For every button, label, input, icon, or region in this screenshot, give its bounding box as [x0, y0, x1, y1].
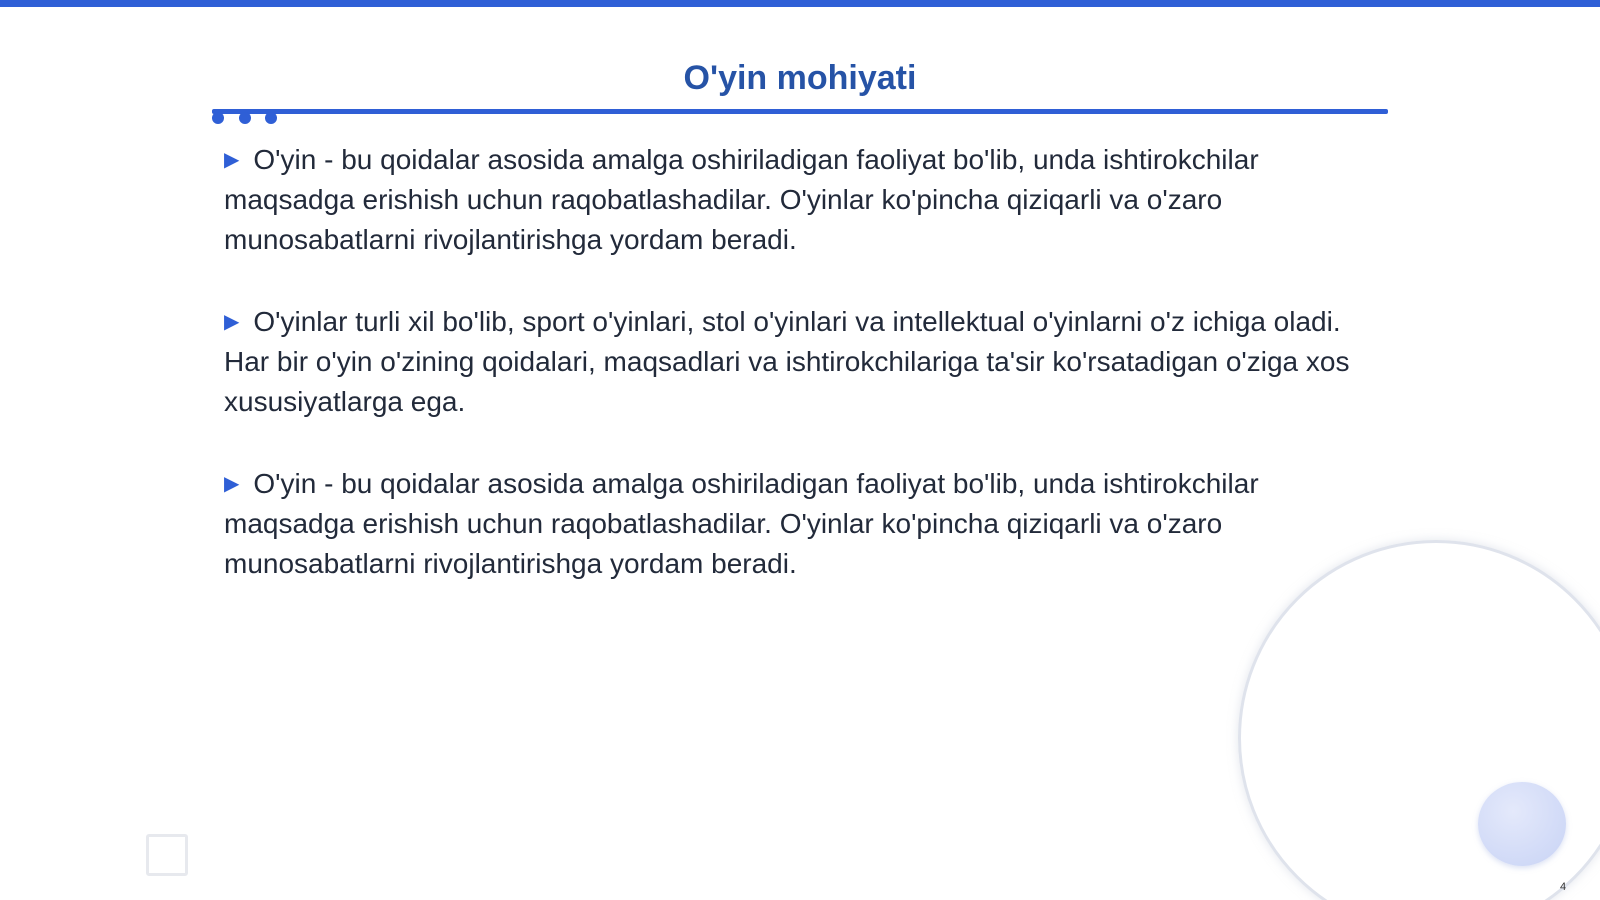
bullet-item	[224, 464, 1374, 584]
triangle-bullet-icon: ▶	[224, 311, 240, 333]
decorative-bubble	[1478, 782, 1566, 866]
bullet-text: O'yin - bu qoidalar asosida amalga oshiriladigan faoliyat bo'lib, unda ishtirokchilar maqsadga erishish uchun raqobatlashadilar. O'yinlar ko'pincha qiziqarli va o'zaro munosabatlarni rivojlantirishga yordam beradi.	[224, 144, 1259, 255]
bullet-text: O'yinlar turli xil bo'lib, sport o'yinlari, stol o'yinlari va intellektual o'yinlarni o'z ichiga oladi. Har bir o'yin o'zining qoidalari, maqsadlari va ishtirokchilariga ta'sir ko'rsatadigan o'ziga xos xususiyatlarga ega.	[224, 306, 1350, 417]
bullet-text: O'yin - bu qoidalar asosida amalga oshiriladigan faoliyat bo'lib, unda ishtirokchilar maqsadga erishish uchun raqobatlashadilar. O'yinlar ko'pincha qiziqarli va o'zaro munosabatlarni rivojlantirishga yordam beradi.	[224, 468, 1259, 579]
bullet-list	[224, 140, 1374, 626]
title-underline	[212, 109, 1388, 114]
bullet-item	[224, 302, 1374, 422]
decorative-square-outline	[146, 834, 188, 876]
title-dot-decoration	[212, 112, 224, 124]
title-dot-decoration	[265, 112, 277, 124]
bullet-item	[224, 140, 1374, 260]
title-dot-decoration	[239, 112, 251, 124]
triangle-bullet-icon: ▶	[224, 473, 240, 495]
triangle-bullet-icon: ▶	[224, 149, 240, 171]
slide-title: O'yin mohiyati	[683, 59, 917, 97]
top-accent-bar	[0, 0, 1600, 7]
slide-page-number: 4	[1560, 881, 1567, 893]
